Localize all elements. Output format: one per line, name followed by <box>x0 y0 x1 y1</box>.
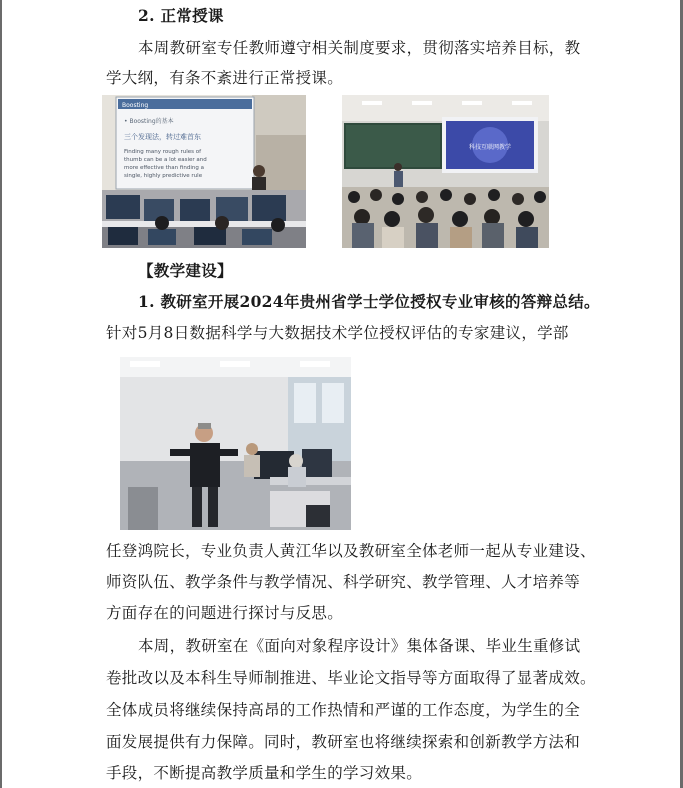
svg-text:• Boosting的基本: • Boosting的基本 <box>124 118 174 125</box>
item-title: 1. 教研室开展2024年贵州省学士学位授权专业审核的答辩总结。 <box>138 292 600 311</box>
paragraph-line: 本周，教研室在《面向对象程序设计》集体备课、毕业生重修试 <box>138 637 581 655</box>
classroom-photo-right <box>342 95 549 248</box>
paragraph-line: 全体成员将继续保持高昂的工作热情和严谨的工作态度，为学生的全 <box>106 701 581 719</box>
meeting-photo <box>120 357 351 530</box>
paragraph-line: 任登鸿院长，专业负责人黄江华以及教研室全体老师一起从专业建设、 <box>106 542 596 560</box>
svg-text:Boosting: Boosting <box>122 102 149 109</box>
screen-text: 科技互联网教学 <box>468 144 512 151</box>
slide-text-line: thumb can be a lot easier and <box>124 157 207 163</box>
paragraph-line: 学大纲，有条不紊进行正常授课。 <box>106 69 344 87</box>
paragraph-line: 针对5月8日数据科学与大数据技术学位授权评估的专家建议，学部 <box>106 324 569 342</box>
paragraph-line: 本周教研室专任教师遵守相关制度要求，贯彻落实培养目标，教 <box>138 39 581 57</box>
paragraph-line: 师资队伍、教学条件与教学情况、科学研究、教学管理、人才培养等 <box>106 573 581 591</box>
classroom-photo-left <box>102 95 306 248</box>
slide-text-line: Finding many rough rules of <box>124 149 202 155</box>
slide-text-line: more effective than finding a <box>124 165 204 171</box>
paragraph-line: 手段，不断提高教学质量和学生的学习效果。 <box>106 764 423 782</box>
section-heading-normal-teaching: 2. 正常授课 <box>138 6 224 25</box>
section-heading-teaching-construction: 【教学建设】 <box>138 261 233 280</box>
paragraph-line: 卷批改以及本科生导师制推进、毕业论文指导等方面取得了显著成效。 <box>106 669 596 687</box>
slide-text-line: single, highly predictive rule <box>124 173 203 179</box>
slide-text-line: 三个发现法，转过难首东 <box>124 133 201 141</box>
paragraph-line: 面发展提供有力保障。同时，教研室也将继续探索和创新教学方法和 <box>106 733 581 751</box>
page-left-edge <box>0 0 2 788</box>
paragraph-line: 方面存在的问题进行探讨与反思。 <box>106 604 344 622</box>
